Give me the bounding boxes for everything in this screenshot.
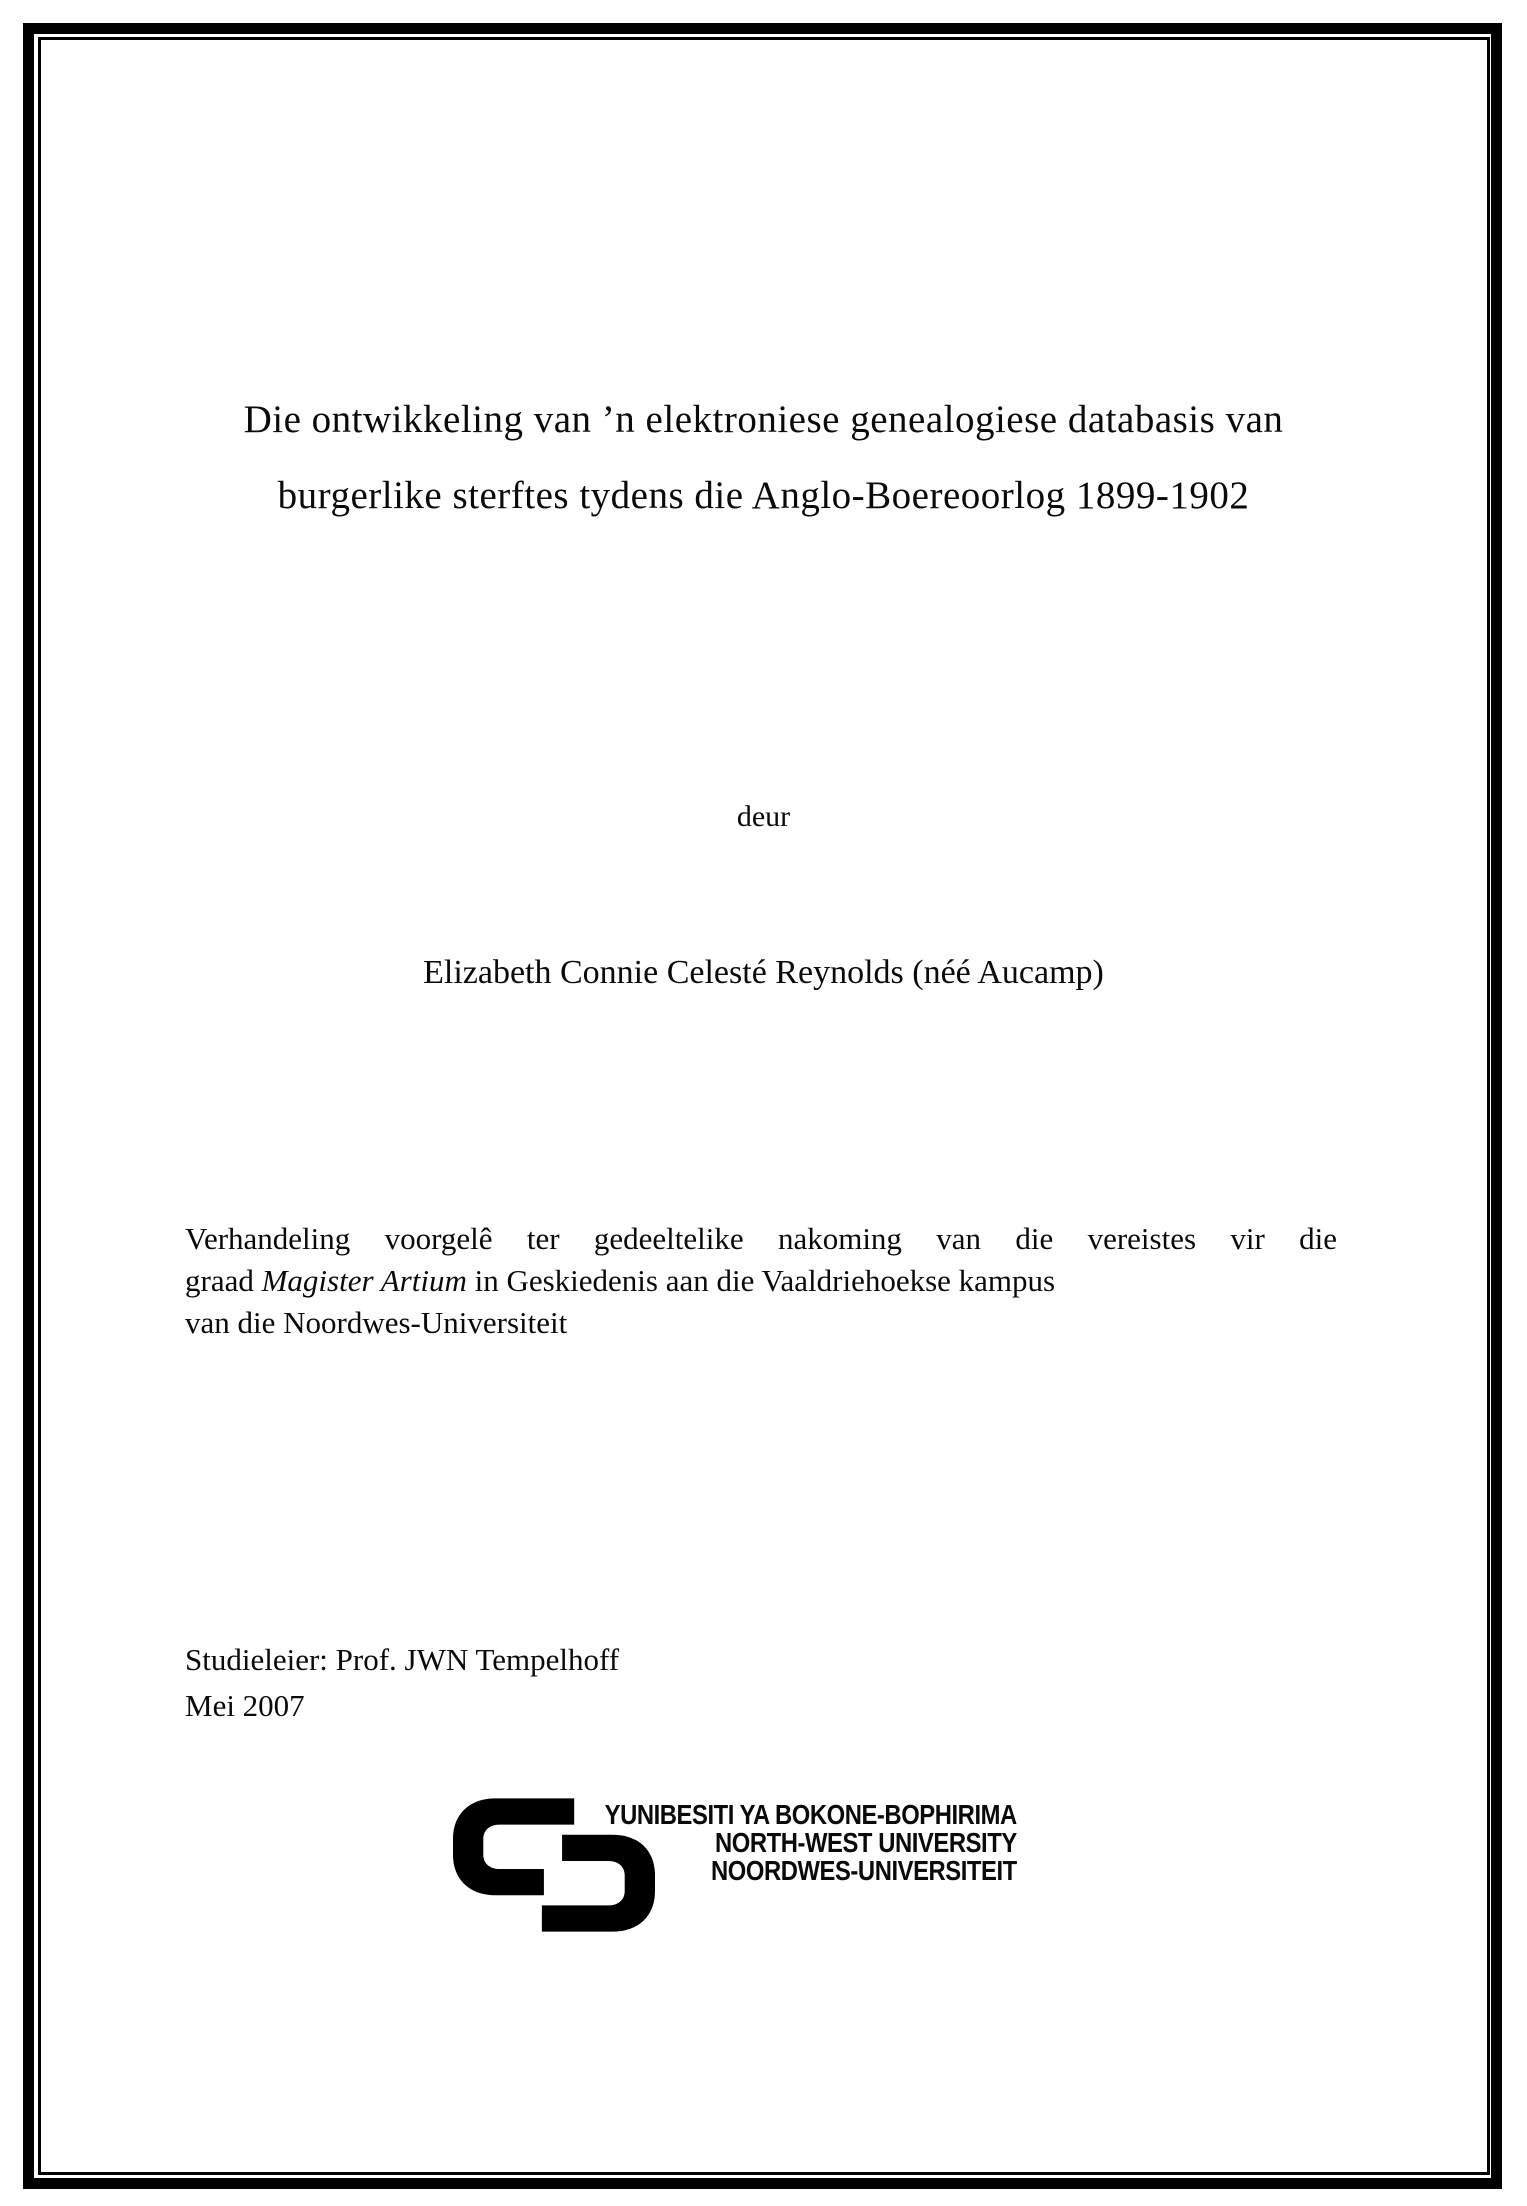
degree-name-italic: Magister Artium bbox=[261, 1263, 467, 1298]
degree-statement-line-1: Verhandeling voorgelê ter gedeeltelike nakoming van die vereistes vir die bbox=[185, 1221, 1337, 1256]
supervisor-block bbox=[185, 1637, 619, 1729]
author-name: Elizabeth Connie Celesté Reynolds (néé Aucamp) bbox=[423, 954, 1104, 991]
supervisor-line: Studieleier: Prof. JWN Tempelhoff bbox=[185, 1642, 620, 1677]
thesis-title bbox=[0, 382, 1527, 534]
degree-statement-line-2-pre: graad bbox=[185, 1263, 262, 1298]
logo-text-line-1: YUNIBESITI YA BOKONE-BOPHIRIMA bbox=[604, 1799, 1017, 1830]
thesis-title-line-1: Die ontwikkeling van ’n elektroniese genealogiese databasis van bbox=[243, 398, 1284, 441]
degree-statement-line-2 bbox=[185, 1260, 1337, 1302]
degree-statement-line-3: van die Noordwes-Universiteit bbox=[185, 1305, 568, 1340]
degree-statement bbox=[185, 1218, 1337, 1344]
logo-text-line-2: NORTH-WEST UNIVERSITY bbox=[714, 1827, 1017, 1858]
university-logo bbox=[453, 1798, 1053, 1933]
thesis-title-line-2: burgerlike sterftes tydens die Anglo-Boereoorlog 1899-1902 bbox=[277, 474, 1250, 517]
date-line: Mei 2007 bbox=[185, 1688, 305, 1723]
logo-text-line-3: NOORDWES-UNIVERSITEIT bbox=[711, 1855, 1017, 1886]
university-logo-text bbox=[585, 1801, 1017, 1885]
degree-statement-line-2-post: in Geskiedenis aan die Vaaldriehoekse kampus bbox=[466, 1263, 1056, 1298]
byline-deur: deur bbox=[736, 800, 791, 833]
